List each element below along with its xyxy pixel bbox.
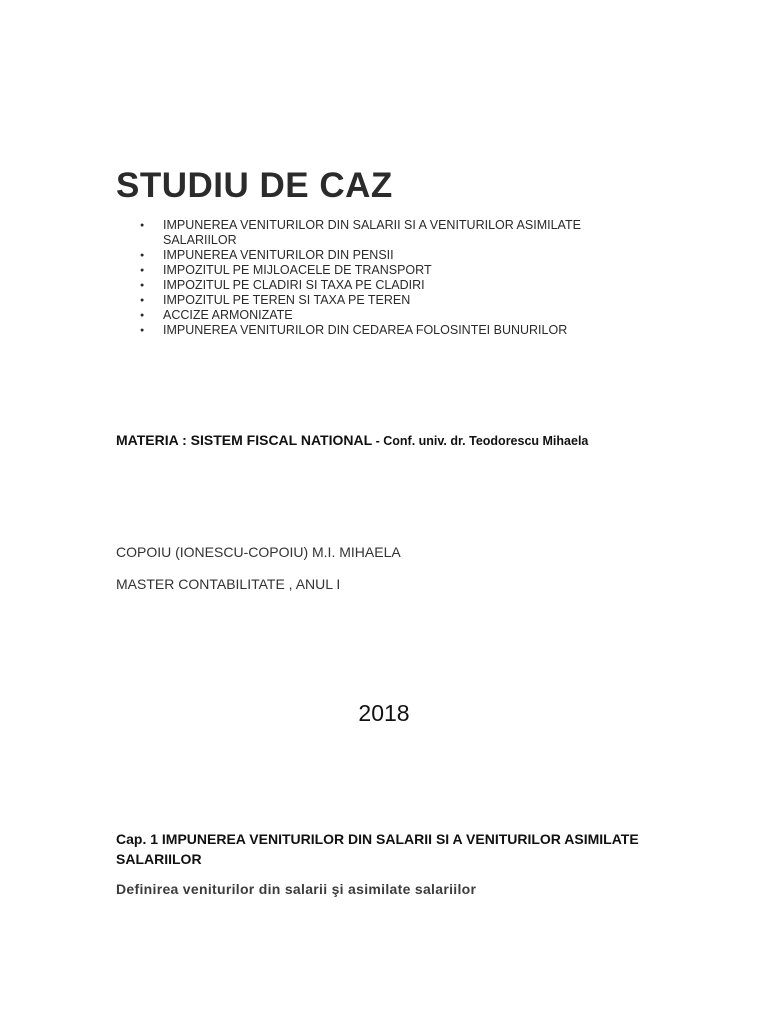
topic-item: ● ACCIZE ARMONIZATE bbox=[138, 308, 618, 323]
topic-list bbox=[138, 218, 618, 338]
document-title: STUDIU DE CAZ bbox=[116, 166, 393, 205]
topic-item: ● IMPUNEREA VENITURILOR DIN PENSII bbox=[138, 248, 618, 263]
topic-item: ● IMPOZITUL PE MIJLOACELE DE TRANSPORT bbox=[138, 263, 618, 278]
topic-item: ● IMPUNEREA VENITURILOR DIN CEDAREA FOLOSINTEI BUNURILOR bbox=[138, 323, 618, 338]
topic-item: ● IMPUNEREA VENITURILOR DIN SALARII SI A VENITURILOR ASIMILATE SALARIILOR bbox=[138, 218, 618, 248]
student-name: COPOIU (IONESCU-COPOIU) M.I. MIHAELA bbox=[116, 544, 401, 560]
section-heading: Definirea veniturilor din salarii şi asimilate salariilor bbox=[116, 881, 477, 897]
topic-item: ● IMPOZITUL PE CLADIRI SI TAXA PE CLADIRI bbox=[138, 278, 618, 293]
study-program: MASTER CONTABILITATE , ANUL I bbox=[116, 576, 341, 592]
course-line bbox=[116, 432, 588, 448]
topic-item: ● IMPOZITUL PE TEREN SI TAXA PE TEREN bbox=[138, 293, 618, 308]
course-name: MATERIA : SISTEM FISCAL NATIONAL bbox=[116, 432, 373, 448]
professor-name: - Conf. univ. dr. Teodorescu Mihaela bbox=[372, 434, 589, 448]
chapter-heading: Cap. 1 IMPUNEREA VENITURILOR DIN SALARII SI A VENITURILOR ASIMILATE SALARIILOR bbox=[116, 831, 639, 867]
document-year: 2018 bbox=[358, 700, 410, 726]
